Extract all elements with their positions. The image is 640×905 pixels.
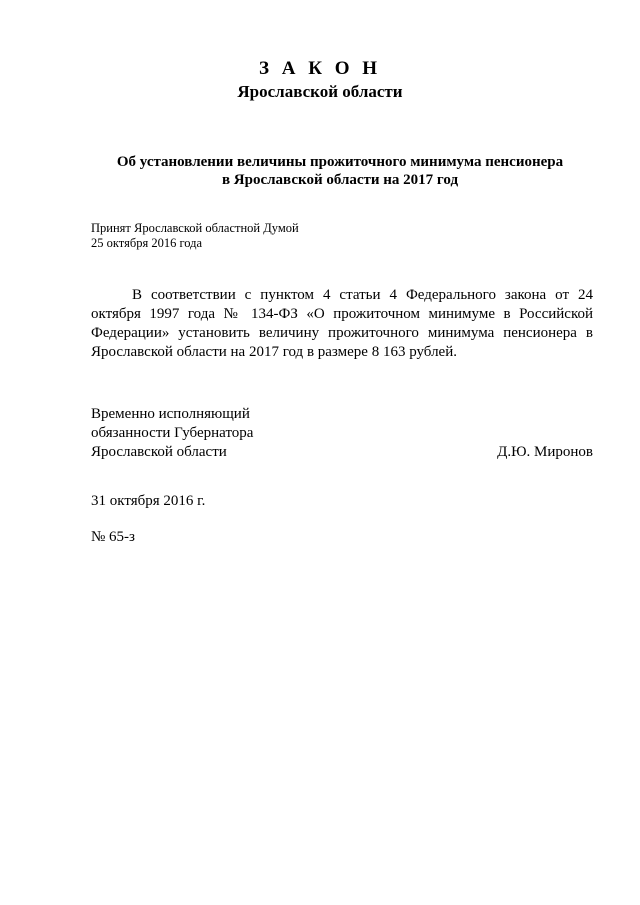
- law-number: № 65-з: [91, 529, 135, 545]
- signing-date: 31 октября 2016 г.: [91, 493, 206, 509]
- signatory-name: Д.Ю. Миронов: [497, 444, 593, 460]
- law-subject: [40, 153, 640, 189]
- adoption-info: [91, 221, 299, 251]
- law-region: Ярославской области: [237, 82, 403, 101]
- law-body-paragraph: В соответствии с пунктом 4 статьи 4 Федерального закона от 24 октября 1997 года № 134-ФЗ «О прожиточном минимуме в Российской Федерации» установить величину прожиточного минимума пенсионера в Ярославской области на 2017 год в размере 8 163 рублей.: [91, 287, 593, 360]
- law-subject-line-1: Об установлении величины прожиточного минимума пенсионера: [116, 154, 564, 170]
- signatory-position-line-1: Временно исполняющий: [91, 406, 250, 422]
- adoption-body: Принят Ярославской областной Думой: [91, 221, 299, 235]
- signatory-position-line-3: Ярославской области: [91, 444, 227, 460]
- signatory-position-line-2: обязанности Губернатора: [91, 425, 254, 441]
- law-title: З А К О Н: [258, 58, 382, 79]
- law-subject-line-2: в Ярославской области на 2017 год: [221, 172, 459, 188]
- signature-block: [91, 405, 593, 462]
- adoption-date: 25 октября 2016 года: [91, 236, 203, 250]
